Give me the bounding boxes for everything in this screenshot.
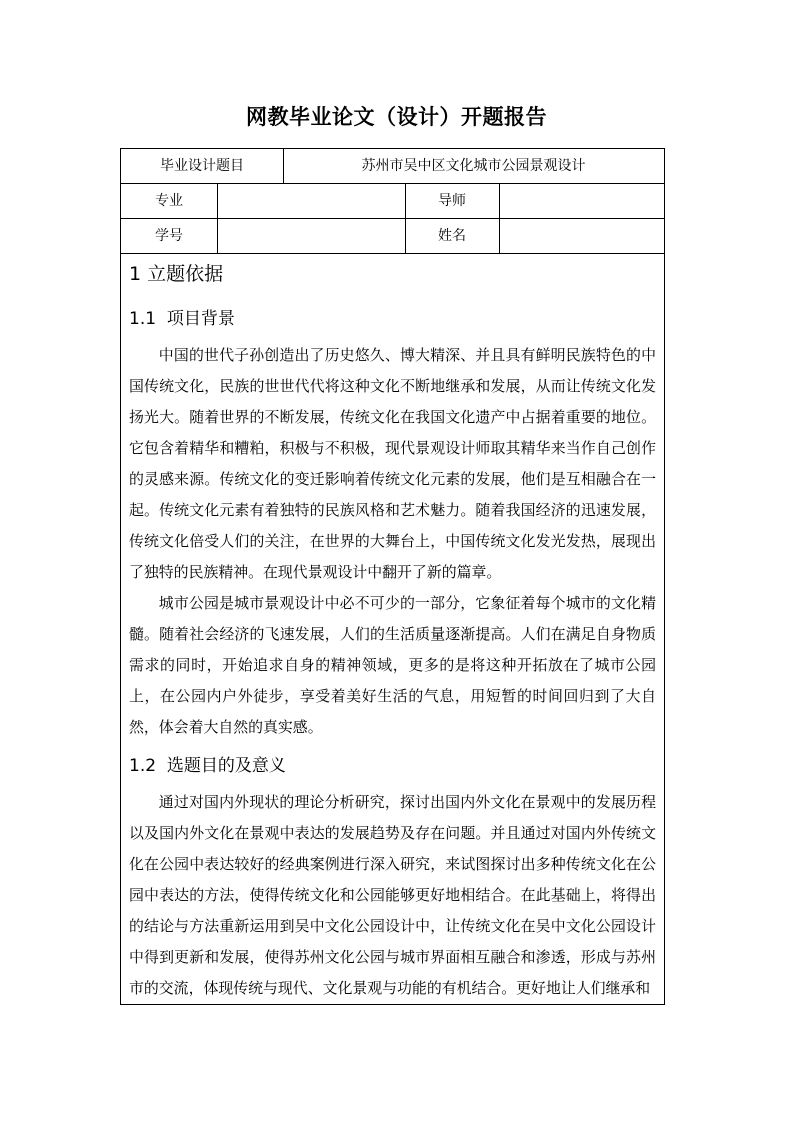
- report-form: [120, 148, 665, 1005]
- subsection-heading: 1.2 选题目的及意义: [129, 756, 286, 776]
- major-label: 专业: [155, 193, 183, 209]
- paragraph: 城市公园是城市景观设计中必不可少的一部分，它象征着每个城市的文化精髓。随着社会经济的飞速发展，人们的生活质量逐渐提高。人们在满足自身物质需求的同时，开始追求自身的精神领域，更多的是将这种开拓放在了城市公园上，在公园内户外徒步，享受着美好生活的气息，用短暂的时间回归到了大自然，体会着大自然的真实感。: [129, 594, 656, 736]
- section-heading: 1 立题依据: [129, 263, 224, 285]
- paragraph: 通过对国内外现状的理论分析研究，探讨出国内外文化在景观中的发展历程以及国内外文化在景观中表达的发展趋势及存在问题。并且通过对国内外传统文化在公园中表达较好的经典案例进行深入研究，来试图探讨出多种传统文化在公园中表达的方法，使得传统文化和公园能够更好地相结合。在此基础上，将得出的结论与方法重新运用到吴中文化公园设计中，让传统文化在吴中文化公园设计中得到更新和发展，使得苏州文化公园与城市界面相互融合和渗透，形成与苏州市的交流，体现传统与现代、文化景观与功能的有机结合。更好地让人们继承和: [129, 793, 656, 997]
- paragraph: 中国的世代子孙创造出了历史悠久、博大精深、并且具有鲜明民族特色的中国传统文化，民族的世世代代将这种文化不断地继承和发展，从而让传统文化发扬光大。随着世界的不断发展，传统文化在我国文化遗产中占据着重要的地位。它包含着精华和糟粕，积极与不积极，现代景观设计师取其精华来当作自己创作的灵感来源。传统文化的变迁影响着传统文化元素的发展，他们是互相融合在一起。传统文化元素有着独特的民族风格和艺术魅力。随着我国经济的迅速发展，传统文化倍受人们的关注，在世界的大舞台上，中国传统文化发光发热，展现出了独特的民族精神。在现代景观设计中翻开了新的篇章。: [129, 346, 656, 581]
- table-divider: [499, 183, 500, 253]
- document-title: 网教毕业论文（设计）开题报告: [246, 105, 547, 129]
- student-id-label: 学号: [155, 228, 183, 244]
- table-divider: [121, 218, 664, 219]
- table-divider: [121, 253, 664, 254]
- table-divider: [217, 183, 218, 253]
- topic-value: 苏州市吴中区文化城市公园景观设计: [361, 158, 586, 174]
- subsection-heading: 1.1 项目背景: [129, 309, 235, 329]
- table-divider: [121, 183, 664, 184]
- topic-label: 毕业设计题目: [160, 158, 244, 174]
- name-label: 姓名: [438, 228, 466, 244]
- advisor-label: 导师: [438, 193, 466, 209]
